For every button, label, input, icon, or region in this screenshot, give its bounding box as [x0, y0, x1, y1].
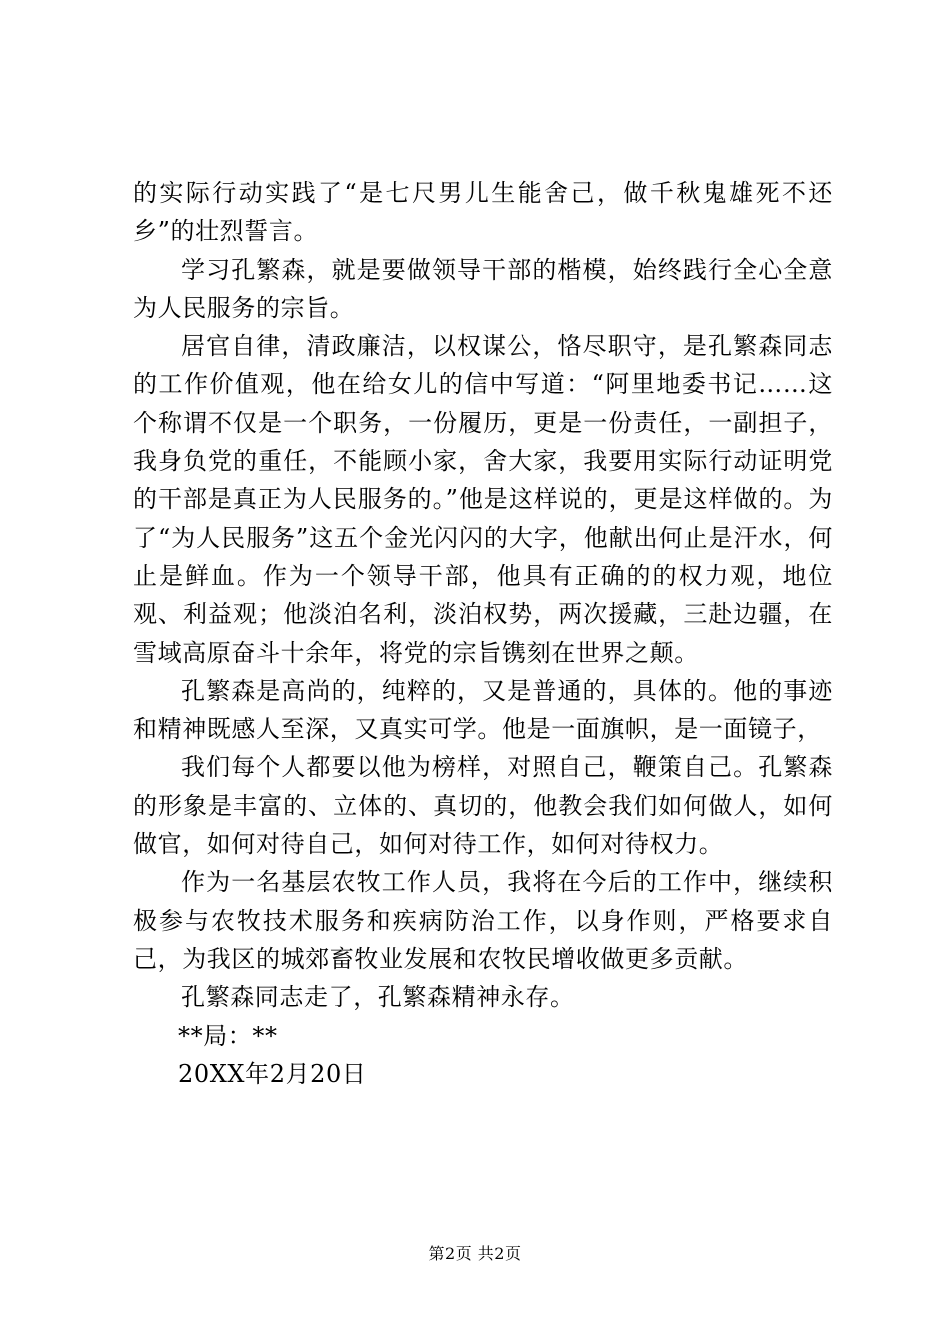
- paragraph-closing: 孔繁森同志走了，孔繁森精神永存。: [181, 983, 575, 1012]
- paragraph-noble-character: 孔繁森是高尚的，纯粹的，又是普通的，具体的。他的事迹和精神既感人至深，又真实可学。他是一面旗帜，是一面镜子，: [133, 676, 833, 744]
- document-body: [133, 174, 833, 1093]
- paragraph-study-kong-fansen: 学习孔繁森，就是要做领导干部的楷模，始终践行全心全意为人民服务的宗旨。: [133, 255, 833, 322]
- paragraph-continuation: 的实际行动实践了“是七尺男儿生能舍己，做千秋鬼雄死不还乡”的壮烈誓言。: [133, 179, 833, 246]
- signature-date: 20XX年2月20日: [178, 1059, 367, 1088]
- signature-org: **局：**: [178, 1021, 278, 1050]
- paragraph-personal-commitment: 作为一名基层农牧工作人员，我将在今后的工作中，继续积极参与农牧技术服务和疾病防治工作，以身作则，严格要求自己，为我区的城郊畜牧业发展和农牧民增收做更多贡献。: [133, 868, 833, 973]
- page-number-footer: 第2页 共2页: [428, 1244, 522, 1263]
- paragraph-role-model: 我们每个人都要以他为榜样，对照自己，鞭策自己。孔繁森的形象是丰富的、立体的、真切的，他教会我们如何做人，如何做官，如何对待自己，如何对待工作，如何对待权力。: [133, 753, 833, 859]
- paragraph-work-values: 居官自律，清政廉洁，以权谋公，恪尽职守，是孔繁森同志的工作价值观，他在给女儿的信中写道：“阿里地委书记……这个称谓不仅是一个职务，一份履历，更是一份责任，一副担子，我身负党的重任，不能顾小家，舍大家，我要用实际行动证明党的干部是真正为人民服务的。”他是这样说的，更是这样做的。为了“为人民服务”这五个金光闪闪的大字，他献出何止是汗水，何止是鲜血。作为一个领导干部，他具有正确的的权力观，地位观、利益观；他淡泊名利，淡泊权势，两次援藏，三赴边疆，在雪域高原奋斗十余年，将党的宗旨镌刻在世界之颠。: [133, 332, 833, 667]
